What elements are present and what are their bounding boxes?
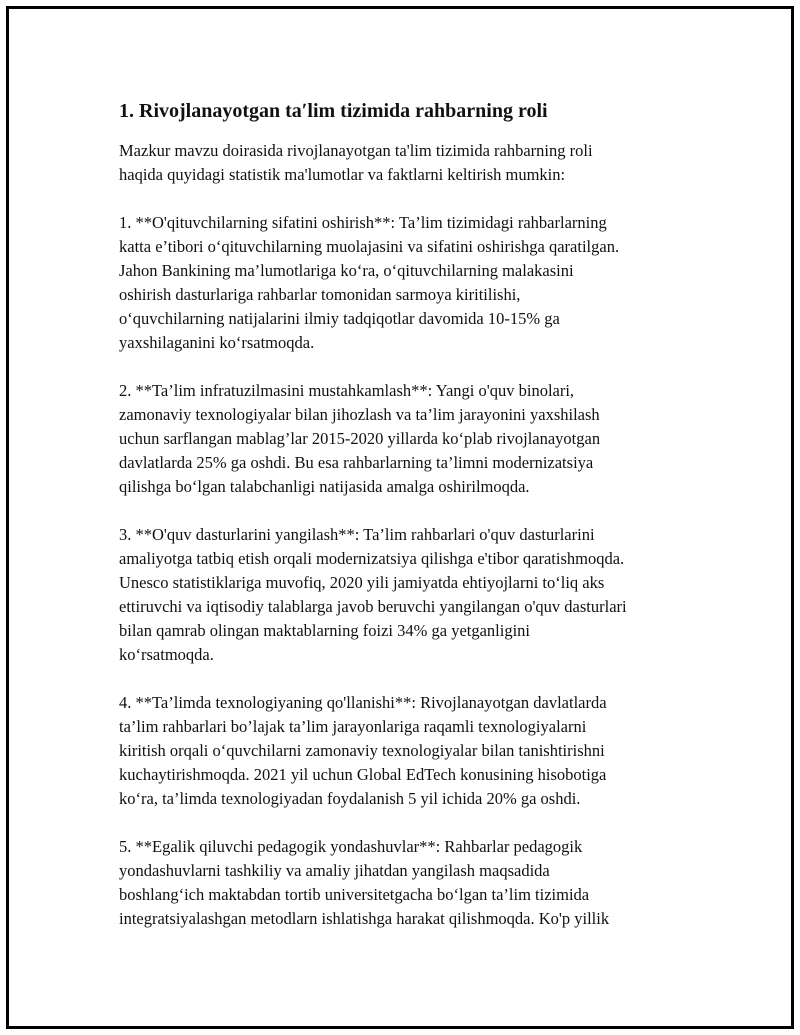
document-page <box>6 6 794 1029</box>
text-line: oshirish dasturlariga rahbarlar tomonidan sarmoya kiritilishi, <box>119 285 521 304</box>
text-line: yondashuvlarni tashkiliy va amaliy jihatdan yangilash maqsadida <box>119 861 550 880</box>
text-line: qilishga bo‘lgan talabchanligi natijasida amalga oshirilmoqda. <box>119 477 530 496</box>
text-line: boshlang‘ich maktabdan tortib universitetgacha bo‘lgan ta’lim tizimida <box>119 885 590 904</box>
paragraph <box>119 379 699 499</box>
paragraph <box>119 523 699 667</box>
text-line: 4. **Ta’limda texnologiyaning qo'llanishi**: Rivojlanayotgan davlatlarda <box>119 693 607 712</box>
paragraph <box>119 691 699 811</box>
text-line: 2. **Ta’lim infratuzilmasini mustahkamlash**: Yangi o'quv binolari, <box>119 381 575 400</box>
text-line: 3. **O'quv dasturlarini yangilash**: Ta’lim rahbarlari o'quv dasturlarini <box>119 525 595 544</box>
text-line: kiritish orqali o‘quvchilarni zamonaviy texnologiyalar bilan tanishtirishni <box>119 741 605 760</box>
text-line: kuchaytirishmoqda. 2021 yil uchun Global EdTech konusining hisobotiga <box>119 765 607 784</box>
text-line: haqida quyidagi statistik ma'lumotlar va faktlarni keltirish mumkin: <box>119 165 566 184</box>
text-line: davlatlarda 25% ga oshdi. Bu esa rahbarlarning ta’limni modernizatsiya <box>119 453 594 472</box>
section-heading: 1. Rivojlanayotgan taʹlim tizimida rahbarning roli <box>119 100 548 122</box>
paragraph <box>119 835 699 931</box>
text-line: bilan qamrab olingan maktablarning foizi 34% ga yetganligini <box>119 621 531 640</box>
text-line: o‘quvchilarning natijalarini ilmiy tadqiqotlar davomida 10-15% ga <box>119 309 560 328</box>
paragraph <box>119 139 699 187</box>
text-line: amaliyotga tatbiq etish orqali modernizatsiya qilishga e'tibor qaratishmoqda. <box>119 549 625 568</box>
text-line: integratsiyalashgan metodlarn ishlatishga harakat qilishmoqda. Ko'p yillik <box>119 909 610 928</box>
text-line: 1. **O'qituvchilarning sifatini oshirish**: Ta’lim tizimidagi rahbarlarning <box>119 213 607 232</box>
text-line: ettiruvchi va iqtisodiy talablarga javob beruvchi yangilangan o'quv dasturlari <box>119 597 627 616</box>
text-line: 5. **Egalik qiluvchi pedagogik yondashuvlar**: Rahbarlar pedagogik <box>119 837 583 856</box>
paragraph <box>119 211 699 355</box>
text-line: Unesco statistiklariga muvofiq, 2020 yili jamiyatda ehtiyojlarni to‘liq aks <box>119 573 605 592</box>
text-line: ta’lim rahbarlari bo’lajak ta’lim jarayonlariga raqamli texnologiyalarni <box>119 717 587 736</box>
paragraph-list <box>119 139 699 931</box>
text-line: katta e’tibori o‘qituvchilarning muolajasini va sifatini oshirishga qaratilgan. <box>119 237 620 256</box>
text-line: Mazkur mavzu doirasida rivojlanayotgan ta'lim tizimida rahbarning roli <box>119 141 593 160</box>
text-line: ko‘rsatmoqda. <box>119 645 214 664</box>
text-line: Jahon Bankining ma’lumotlariga ko‘ra, o‘qituvchilarning malakasini <box>119 261 574 280</box>
document-body <box>119 97 699 955</box>
text-line: yaxshilaganini ko‘rsatmoqda. <box>119 333 315 352</box>
text-line: uchun sarflangan mablag’lar 2015-2020 yillarda ko‘plab rivojlanayotgan <box>119 429 601 448</box>
text-line: ko‘ra, ta’limda texnologiyadan foydalanish 5 yil ichida 20% ga oshdi. <box>119 789 581 808</box>
text-line: zamonaviy texnologiyalar bilan jihozlash va ta’lim jarayonini yaxshilash <box>119 405 600 424</box>
